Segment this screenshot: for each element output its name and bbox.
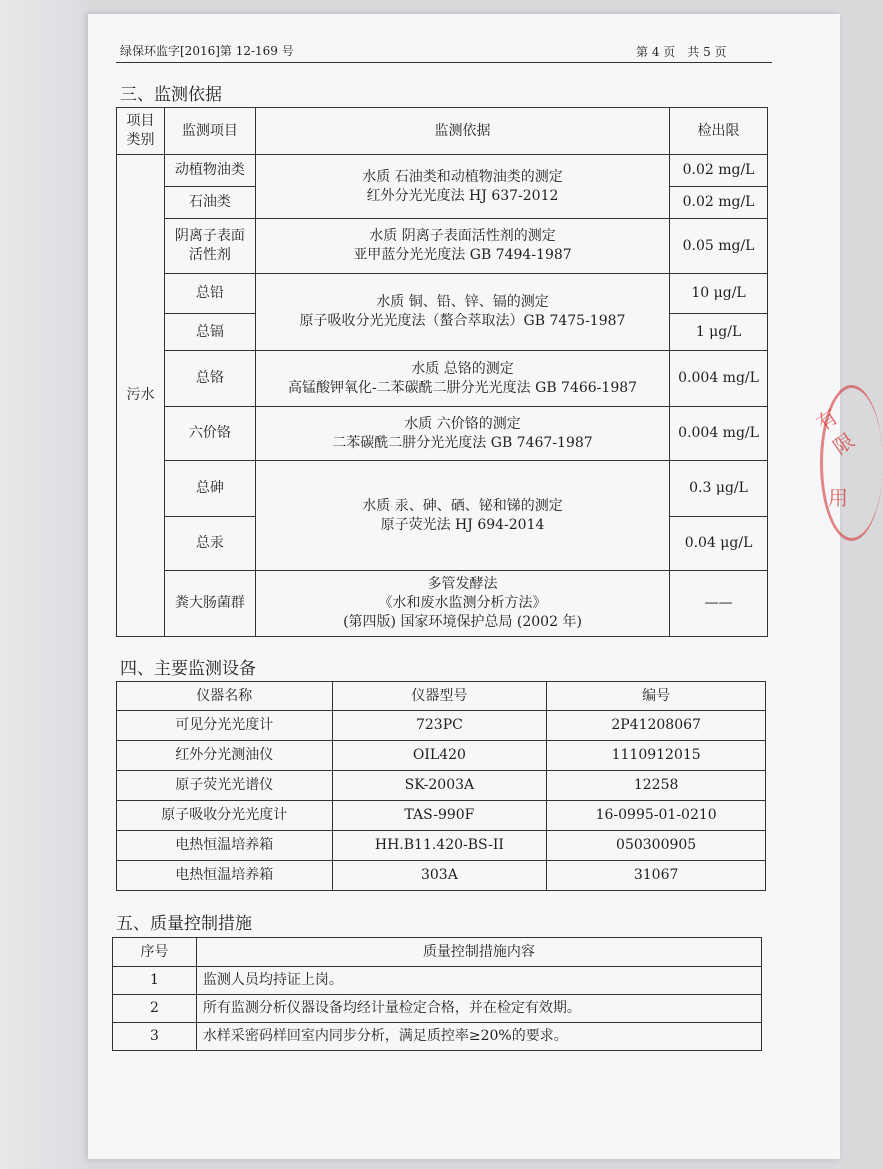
table-row-cell: 723PC [332, 711, 547, 741]
stamp-text: 有限 [812, 404, 859, 460]
table-row-cell: 16-0995-01-0210 [547, 801, 766, 831]
section-4-title: 四、主要监测设备 [120, 659, 256, 679]
limit-cell: 0.02 mg/L [670, 155, 768, 187]
table-row-cell: 1110912015 [547, 741, 766, 771]
section-3-title: 三、监测依据 [120, 85, 222, 105]
basis-cell: 水质 铜、铅、锌、镉的测定 原子吸收分光光度法（螯合萃取法）GB 7475-1987 [255, 274, 669, 351]
table-row-cell: 电热恒温培养箱 [117, 831, 333, 861]
table-row-seq: 1 [113, 967, 197, 995]
table-row-cell: 31067 [547, 861, 766, 891]
header-item: 监测项目 [164, 108, 255, 155]
limit-cell: 0.3 μg/L [670, 461, 768, 517]
header-instrument-name: 仪器名称 [117, 682, 333, 711]
limit-cell: 0.02 mg/L [670, 187, 768, 219]
basis-cell: 多管发酵法 《水和废水监测分析方法》 (第四版) 国家环境保护总局 (2002 年) [255, 571, 669, 637]
section-5-title: 五、质量控制措施 [116, 914, 252, 934]
table-row-cell: 2P41208067 [547, 711, 766, 741]
basis-cell: 水质 石油类和动植物油类的测定 红外分光光度法 HJ 637-2012 [255, 155, 669, 219]
limit-cell: 0.004 mg/L [670, 407, 768, 461]
basis-cell: 水质 六价铬的测定 二苯碳酰二肼分光光度法 GB 7467-1987 [255, 407, 669, 461]
table-row-cell: 原子吸收分光光度计 [117, 801, 333, 831]
table-row-cell: 红外分光测油仪 [117, 741, 333, 771]
table-row-cell: HH.B11.420-BS-II [332, 831, 547, 861]
table-row-cell: 原子荧光光谱仪 [117, 771, 333, 801]
table-row-cell: 303A [332, 861, 547, 891]
table-row-seq: 2 [113, 995, 197, 1023]
table-row-item: 总汞 [164, 517, 255, 571]
page-indicator: 第 4 页 共 5 页 [636, 45, 727, 59]
table-row-cell: TAS-990F [332, 801, 547, 831]
table-row-cell: 050300905 [547, 831, 766, 861]
monitoring-basis-table [116, 107, 768, 637]
table-row-content: 所有监测分析仪器设备均经计量检定合格，并在检定有效期。 [196, 995, 761, 1023]
table-row-cell: SK-2003A [332, 771, 547, 801]
table-row-item: 粪大肠菌群 [164, 571, 255, 637]
header-divider [116, 62, 772, 63]
limit-cell: —— [670, 571, 768, 637]
table-row-seq: 3 [113, 1023, 197, 1051]
basis-cell: 水质 汞、砷、硒、铋和锑的测定 原子荧光法 HJ 694-2014 [255, 461, 669, 571]
limit-cell: 0.04 μg/L [670, 517, 768, 571]
scan-shadow [0, 0, 88, 1169]
table-row-item: 总铬 [164, 351, 255, 407]
limit-cell: 1 μg/L [670, 314, 768, 351]
header-limit: 检出限 [670, 108, 768, 155]
header-basis: 监测依据 [255, 108, 669, 155]
quality-control-table [112, 937, 762, 1051]
category-cell: 污水 [117, 155, 165, 637]
header-content: 质量控制措施内容 [196, 938, 761, 967]
table-row-item: 动植物油类 [164, 155, 255, 187]
basis-cell: 水质 阴离子表面活性剂的测定 亚甲蓝分光光度法 GB 7494-1987 [255, 219, 669, 274]
header-category: 项目类别 [117, 108, 165, 155]
table-row-cell: 电热恒温培养箱 [117, 861, 333, 891]
equipment-table [116, 681, 766, 891]
table-row-item: 总砷 [164, 461, 255, 517]
table-row-content: 水样采密码样回室内同步分析，满足质控率≥20%的要求。 [196, 1023, 761, 1051]
table-row-item: 总镉 [164, 314, 255, 351]
table-row-cell: 可见分光光度计 [117, 711, 333, 741]
table-row-item: 石油类 [164, 187, 255, 219]
document-number: 绿保环监字[2016]第 12-169 号 [120, 44, 294, 58]
table-row-cell: 12258 [547, 771, 766, 801]
basis-cell: 水质 总铬的测定 高锰酸钾氧化-二苯碳酰二肼分光光度法 GB 7466-1987 [255, 351, 669, 407]
limit-cell: 0.05 mg/L [670, 219, 768, 274]
header-model: 仪器型号 [332, 682, 547, 711]
table-row-item: 总铅 [164, 274, 255, 314]
table-row-item: 阴离子表面活性剂 [164, 219, 255, 274]
table-row-cell: OIL420 [332, 741, 547, 771]
header-serial: 编号 [547, 682, 766, 711]
table-row-content: 监测人员均持证上岗。 [196, 967, 761, 995]
header-seq: 序号 [113, 938, 197, 967]
limit-cell: 10 μg/L [670, 274, 768, 314]
table-row-item: 六价铬 [164, 407, 255, 461]
limit-cell: 0.004 mg/L [670, 351, 768, 407]
stamp-text: 用 [828, 486, 848, 510]
